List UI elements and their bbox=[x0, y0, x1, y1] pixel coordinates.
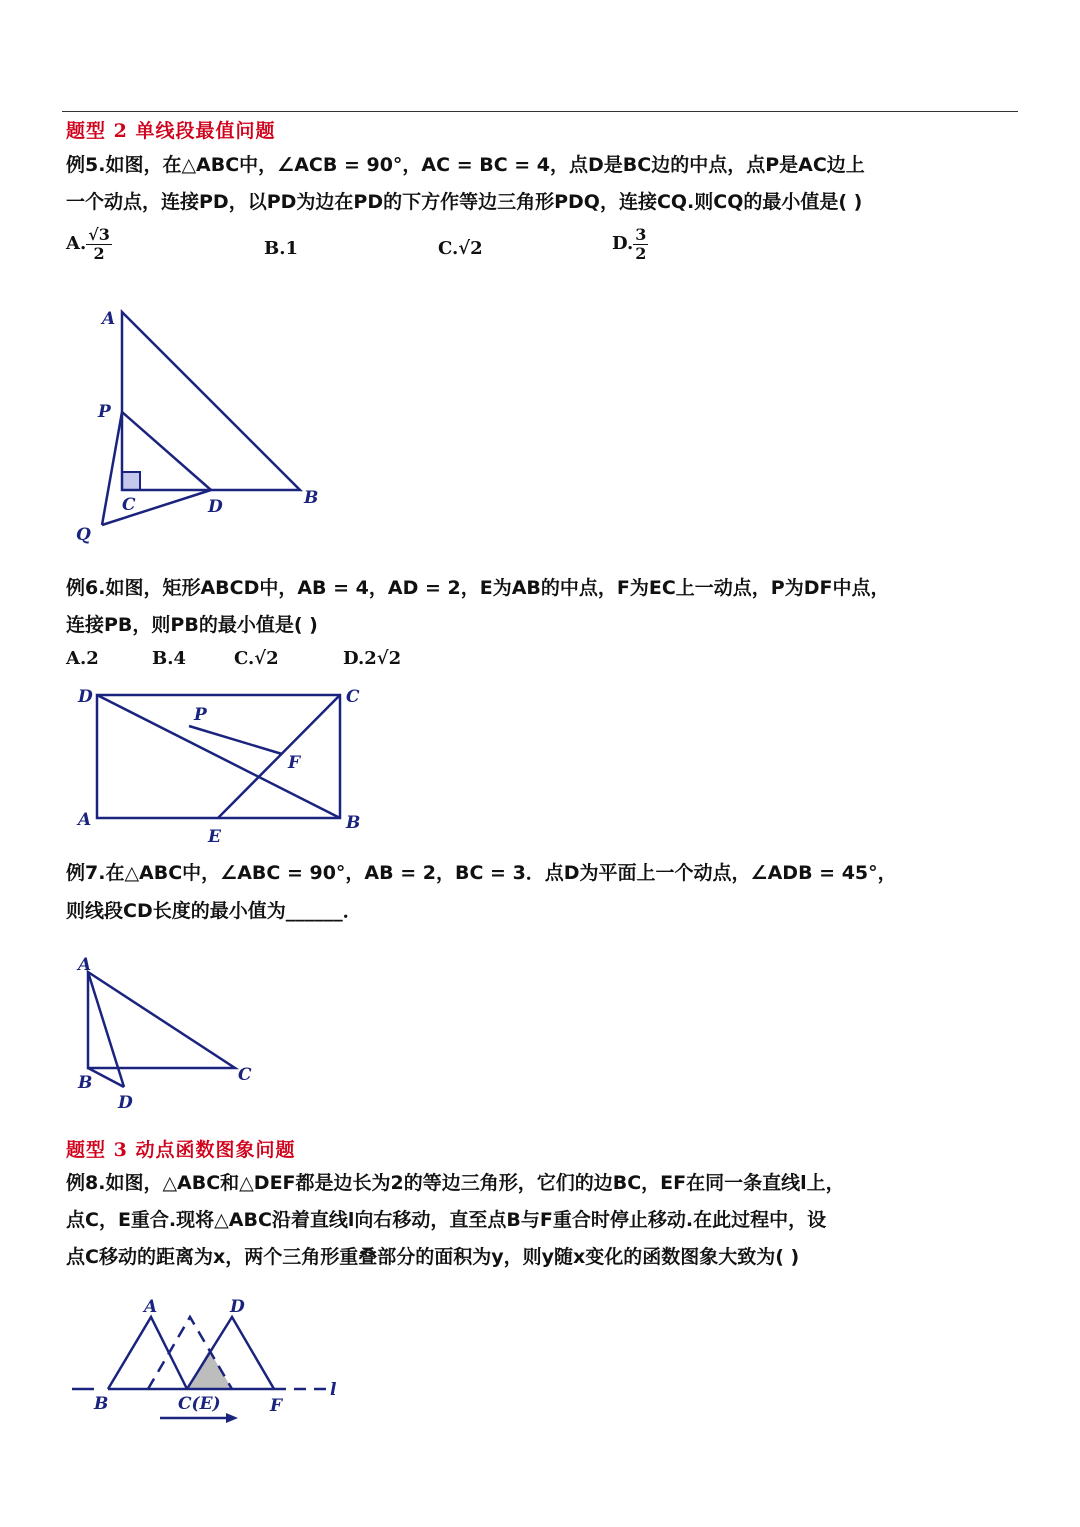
ex7-label-a: A bbox=[78, 955, 92, 975]
ex7-line-2: 则线段CD长度的最小值为______． bbox=[66, 900, 362, 922]
ex7-label-c: C bbox=[238, 1065, 252, 1085]
top-rule bbox=[62, 111, 1018, 112]
ex8-label-d: D bbox=[230, 1297, 245, 1317]
ex6-line-1: 例6.如图，矩形ABCD中，AB = 4，AD = 2，E为AB的中点，F为EC上一动点，P为DF中点， bbox=[66, 577, 890, 599]
ex5-line-2: 一个动点，连接PD，以PD为边在PD的下方作等边三角形PDQ，连接CQ.则CQ的最小值是( ) bbox=[66, 191, 863, 213]
ex6-label-f: F bbox=[288, 753, 301, 773]
ex7-label-b: B bbox=[78, 1073, 93, 1093]
ex6-label-c: C bbox=[346, 687, 360, 707]
ex8-line-3: 点C移动的距离为x，两个三角形重叠部分的面积为y，则y随x变化的函数图象大致为( ) bbox=[66, 1246, 800, 1268]
ex8-label-a: A bbox=[144, 1297, 158, 1317]
ex6-line-2: 连接PB，则PB的最小值是( ) bbox=[66, 614, 318, 636]
ex6-label-a: A bbox=[78, 810, 92, 830]
ex6-option-d: D.2√2 bbox=[343, 648, 402, 669]
ex5-option-c: C.√2 bbox=[438, 238, 483, 259]
ex5-option-d: D. $\frac{3}{2}$ bbox=[612, 225, 647, 263]
ex5-label-q: Q bbox=[76, 525, 91, 545]
ex8-label-f: F bbox=[270, 1396, 283, 1416]
section-title-3: 题型 3 动点函数图象问题 bbox=[66, 1139, 296, 1161]
section-title: 题型 2 单线段最值问题 bbox=[66, 120, 276, 142]
ex5-label-b: B bbox=[304, 488, 319, 508]
ex5-label-a: A bbox=[102, 309, 116, 329]
ex8-label-ce: C(E) bbox=[178, 1394, 221, 1414]
ex6-figure bbox=[70, 682, 370, 847]
ex7-figure bbox=[70, 950, 270, 1115]
ex8-figure bbox=[66, 1292, 356, 1432]
ex5-label-c: C bbox=[122, 495, 136, 515]
ex5-label-p: P bbox=[98, 402, 111, 422]
ex5-option-b: B.1 bbox=[264, 238, 299, 259]
ex8-label-l: l bbox=[330, 1380, 337, 1400]
ex8-line-2: 点C，E重合.现将△ABC沿着直线l向右移动，直至点B与F重合时停止移动.在此过程中，设 bbox=[66, 1209, 827, 1231]
ex6-label-b: B bbox=[346, 813, 361, 833]
ex6-option-a: A.2 bbox=[66, 648, 99, 669]
ex5-label-d: D bbox=[208, 497, 223, 517]
ex6-label-d: D bbox=[78, 687, 93, 707]
ex5-option-a: A. $\frac{√3}{2}$ bbox=[66, 225, 110, 263]
ex7-label-d: D bbox=[118, 1093, 133, 1113]
ex6-label-e: E bbox=[208, 827, 221, 847]
ex8-line-1: 例8.如图，△ABC和△DEF都是边长为2的等边三角形，它们的边BC，EF在同一条直线l上， bbox=[66, 1172, 845, 1194]
ex5-line-1: 例5.如图，在△ABC中，∠ACB = 90°，AC = BC = 4，点D是BC边的中点，点P是AC边上 bbox=[66, 154, 865, 176]
ex7-line-1: 例7.在△ABC中，∠ABC = 90°，AB = 2，BC = 3．点D为平面上一个动点，∠ADB = 45°， bbox=[66, 862, 897, 884]
ex6-option-b: B.4 bbox=[152, 648, 187, 669]
ex6-label-p: P bbox=[194, 705, 207, 725]
ex6-option-c: C.√2 bbox=[234, 648, 279, 669]
ex8-label-b: B bbox=[94, 1394, 109, 1414]
ex5-figure bbox=[60, 300, 340, 550]
